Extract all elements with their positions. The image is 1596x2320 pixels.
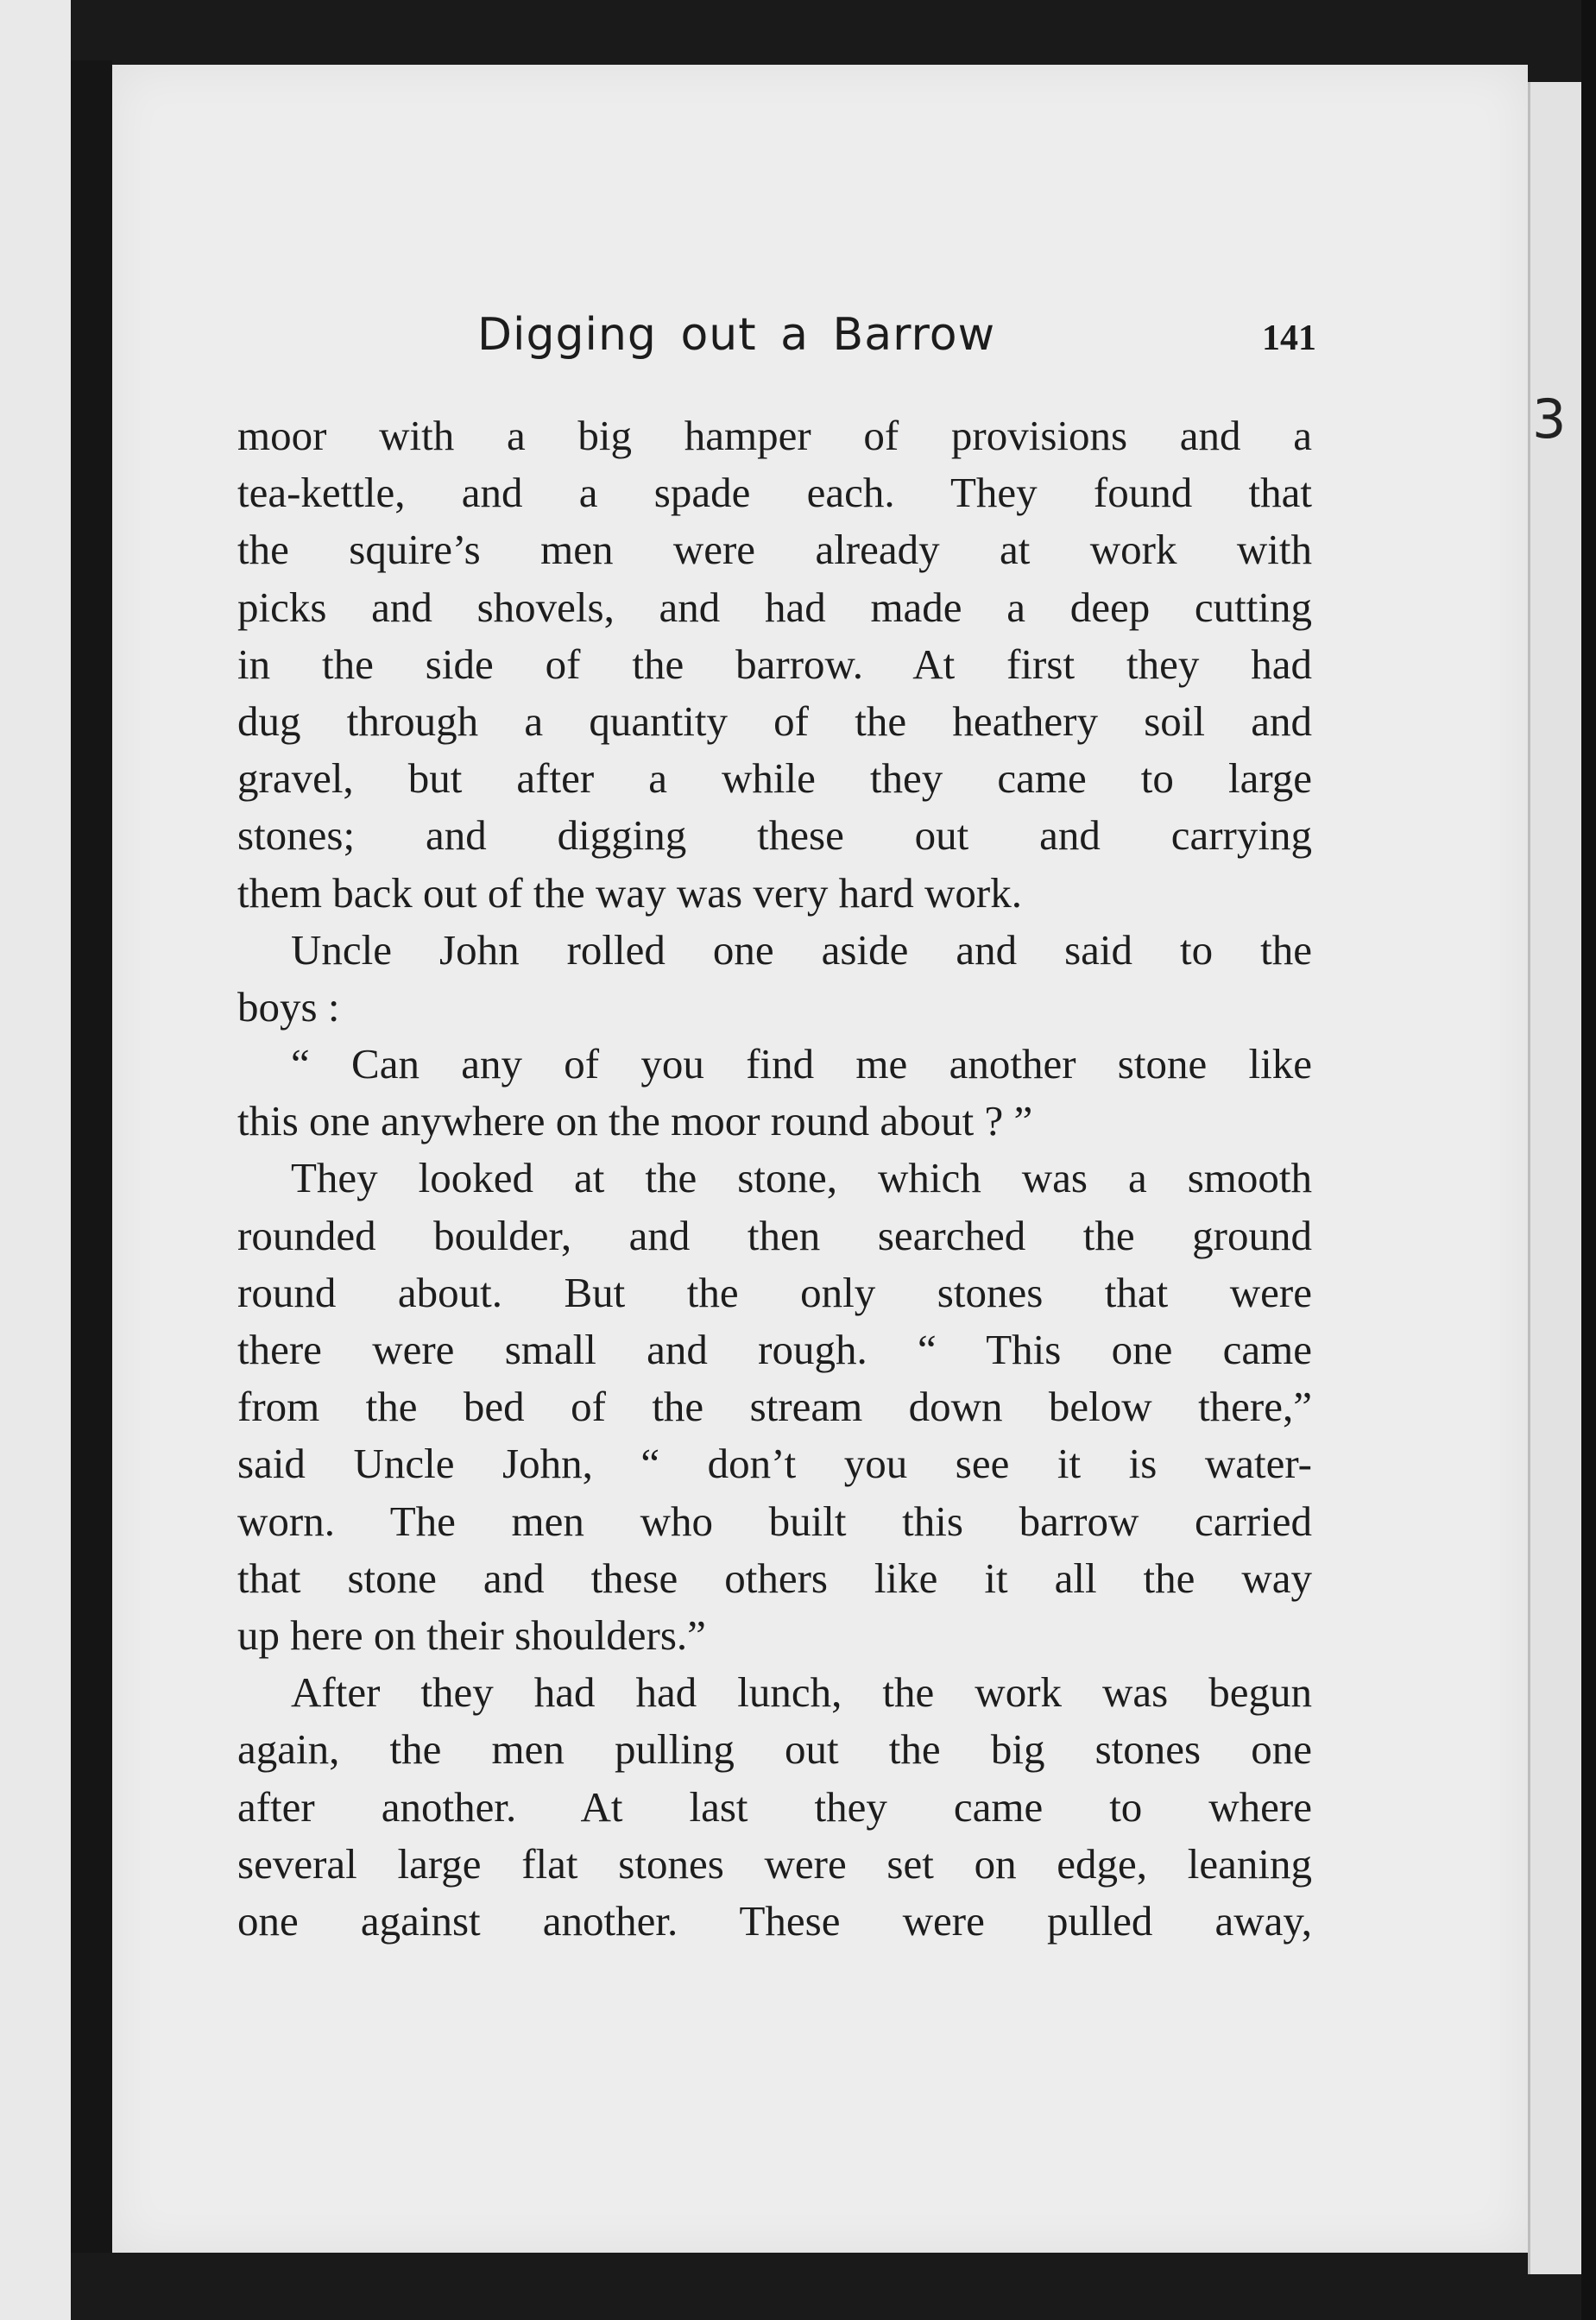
text-line: Uncle John rolled one aside and said to the — [291, 925, 1312, 974]
text-line: several large flat stones were set on edge, leaning — [237, 1839, 1312, 1888]
text-line: round about. But the only stones that were — [237, 1268, 1312, 1316]
text-line: there were small and rough. “ This one came — [237, 1326, 1312, 1373]
paragraph-2 — [237, 922, 1312, 1036]
text-line: said Uncle John, “ don’t you see it is water- — [237, 1440, 1312, 1488]
margin-mark: 3 — [1532, 388, 1567, 451]
paragraph-4 — [237, 1150, 1312, 1664]
text-line: from the bed of the stream down below there,” — [237, 1383, 1312, 1431]
text-line: They looked at the stone, which was a smooth — [291, 1154, 1312, 1202]
text-line: picks and shovels, and had made a deep cutting — [237, 583, 1312, 631]
page-number: 141 — [1262, 318, 1316, 358]
text-line: that stone and these others like it all the way — [237, 1554, 1312, 1602]
page-header — [477, 309, 1316, 369]
text-line: “ Can any of you find me another stone like — [291, 1040, 1312, 1088]
text-line: After they had had lunch, the work was begun — [291, 1668, 1312, 1717]
body-text — [237, 407, 1312, 1950]
paragraph-5 — [237, 1664, 1312, 1950]
text-line: moor with a big hamper of provisions and a — [237, 412, 1312, 459]
text-line: this one anywhere on the moor round about ? ” — [237, 1097, 1033, 1145]
text-line: boys : — [237, 982, 340, 1031]
binding-shadow — [71, 60, 112, 2253]
text-line: one against another. These were pulled away, — [237, 1896, 1312, 1945]
text-line: again, the men pulling out the big stones one — [237, 1725, 1312, 1774]
text-line: the squire’s men were already at work with — [237, 526, 1312, 574]
text-line: dug through a quantity of the heathery soil and — [237, 697, 1312, 745]
running-title: Digging out a Barrow — [477, 309, 996, 361]
paragraph-3 — [237, 1036, 1312, 1150]
text-line: after another. At last they came to where — [237, 1782, 1312, 1831]
text-line: up here on their shoulders.” — [237, 1611, 706, 1659]
text-line: in the side of the barrow. At first they had — [237, 640, 1312, 688]
right-scan-border — [1581, 0, 1596, 2320]
text-line: tea-kettle, and a spade each. They found that — [237, 469, 1312, 517]
text-line: them back out of the way was very hard work. — [237, 868, 1022, 917]
text-line: stones; and digging these out and carrying — [237, 811, 1312, 860]
paragraph-1 — [237, 407, 1312, 922]
text-line: rounded boulder, and then searched the ground — [237, 1211, 1312, 1259]
text-line: gravel, but after a while they came to large — [237, 754, 1312, 803]
left-page-edge — [0, 0, 71, 2320]
text-line: worn. The men who built this barrow carried — [237, 1497, 1312, 1545]
